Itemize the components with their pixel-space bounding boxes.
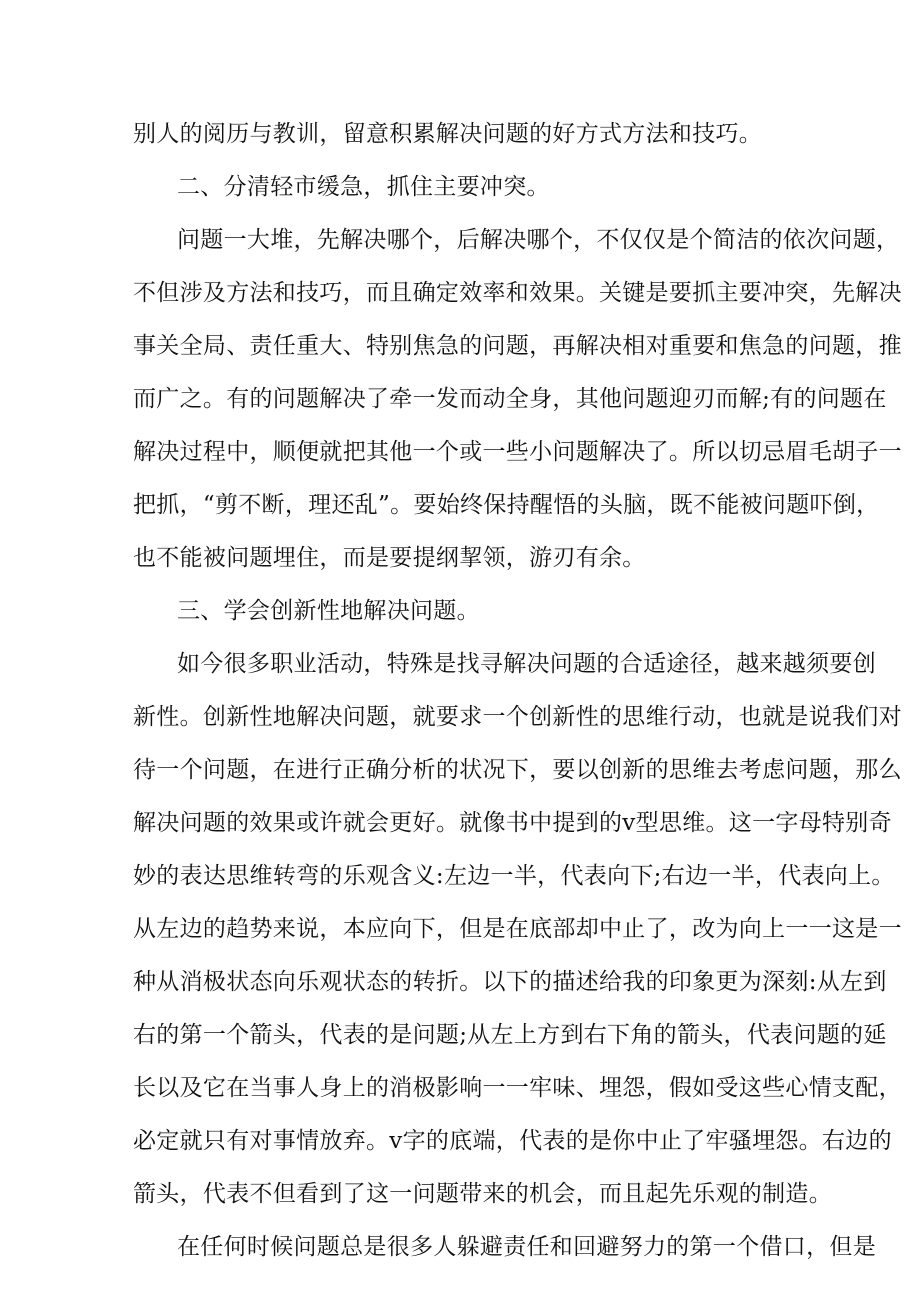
paragraph-line: 新性。创新性地解决问题，就要求一个创新性的思维行动，也就是说我们对 [133,704,902,730]
section-heading: 三、学会创新性地解决问题。 [177,598,480,624]
text-line: 别人的阅历与教训，留意积累解决问题的好方式方法和技巧。 [133,121,763,147]
paragraph-line: 长以及它在当事人身上的消极影响一一牢味、埋怨，假如受这些心情支配， [133,1075,902,1101]
paragraph-line: 在任何时候问题总是很多人躲避责任和回避努力的第一个借口，但是 [177,1234,876,1260]
paragraph-line: 解决问题的效果或许就会更好。就像书中提到的v型思维。这一字母特别奇 [133,810,892,836]
paragraph-line: 种从消极状态向乐观状态的转折。以下的描述给我的印象更为深刻:从左到 [133,969,887,995]
paragraph-line: 问题一大堆，先解决哪个，后解决哪个，不仅仅是个简洁的依次问题， [177,227,900,253]
paragraph-line: 待一个问题，在进行正确分析的状况下，要以创新的思维去考虑问题，那么 [133,757,902,783]
paragraph-line: 不但涉及方法和技巧，而且确定效率和效果。关键是要抓主要冲突，先解决 [133,280,902,306]
section-heading: 二、分清轻市缓急，抓住主要冲突。 [177,174,550,200]
paragraph-line: 妙的表达思维转弯的乐观含义:左边一半，代表向下;右边一半，代表向上。 [133,863,895,889]
paragraph-line: 解决过程中，顺便就把其他一个或一些小问题解决了。所以切忌眉毛胡子一 [133,439,902,465]
paragraph-line: 从左边的趋势来说，本应向下，但是在底部却中止了，改为向上一一这是一 [133,916,902,942]
paragraph-line: 也不能被问题埋住，而是要提纲挈领，游刃有余。 [133,545,646,571]
paragraph-line: 右的第一个箭头，代表的是问题;从左上方到右下角的箭头，代表问题的延 [133,1022,887,1048]
paragraph-line: 而广之。有的问题解决了牵一发而动全身，其他问题迎刃而解;有的问题在 [133,386,887,412]
paragraph-line: 如今很多职业活动，特殊是找寻解决问题的合适途径，越来越须要创 [177,651,876,677]
paragraph-line: 事关全局、责任重大、特别焦急的问题，再解决相对重要和焦急的问题，推 [133,333,902,359]
paragraph-line: 箭头，代表不但看到了这一问题带来的机会，而且起先乐观的制造。 [133,1181,832,1207]
paragraph-line: 必定就只有对事情放弃。v字的底端，代表的是你中止了牢骚埋怨。右边的 [133,1128,892,1154]
paragraph-line: 把抓，“剪不断，理还乱”。要始终保持醒悟的头脑，既不能被问题吓倒， [133,492,880,518]
